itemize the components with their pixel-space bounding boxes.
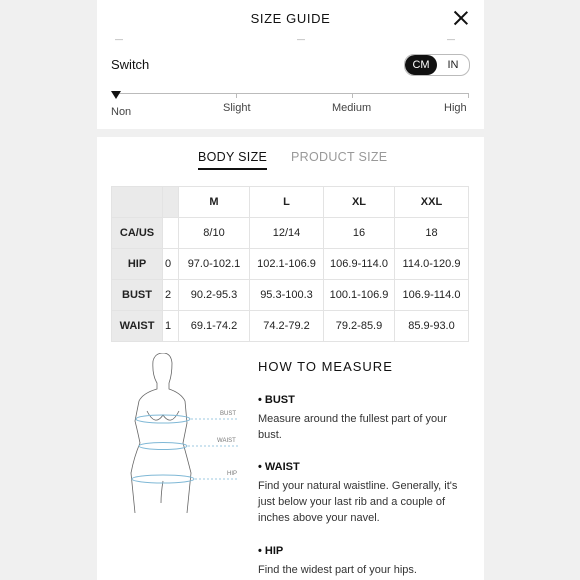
row-header: BUST <box>112 280 163 311</box>
table-row <box>112 280 469 311</box>
table-cell: 79.2-85.9 <box>324 311 395 342</box>
section-text: Find the widest part of your hips. <box>258 564 417 576</box>
table-row <box>112 218 469 249</box>
stretch-label-medium: Medium <box>332 102 372 114</box>
size-tabs <box>97 150 484 174</box>
stretch-label-non: Non <box>111 106 132 118</box>
table-cell: 100.1-106.9 <box>324 280 395 311</box>
unit-switch-row <box>97 48 484 84</box>
measure-section-waist <box>258 459 473 526</box>
size-guide-panel: SIZE GUIDE — — — Switch CM IN Non Slight Medium High BODY SIZE PRODUCT SIZE M L XL XXL CA/US 8/10 12/14 16 18 HIP 0 97.0-102.1 102.1-106.9 106.9-114.0 114.0-120.9 BUST 2 90.2-95.3 95.3-100.3 100.1-106.9 106.9-114.0 WAIST 1 69.1-74.2 74.2-79.2 79.2-85.9 85.9-93.0 BUST WAIST HIP HOW TO MEASURE • BUST Measure around the fullest part of your bust. • WAIST Find your natural waistline. Generally, it's just below your last rib and a couple of inches above your navel. • HIP Find the widest part of your hips. <box>97 0 484 580</box>
table-cell: 90.2-95.3 <box>179 280 250 311</box>
unit-option-cm[interactable]: CM <box>405 55 437 75</box>
waist-figure-label: WAIST <box>217 438 236 444</box>
table-row <box>112 311 469 342</box>
column-header: XL <box>324 187 395 218</box>
switch-label: Switch <box>111 57 150 72</box>
section-heading: • BUST <box>258 394 295 406</box>
table-cell: 16 <box>324 218 395 249</box>
table-header-row <box>112 187 469 218</box>
size-table <box>111 186 469 342</box>
row-header: CA/US <box>112 218 163 249</box>
hip-figure-label: HIP <box>227 471 238 477</box>
section-heading: • WAIST <box>258 461 300 473</box>
bust-measure-line <box>136 415 190 423</box>
measure-section-hip <box>258 543 473 578</box>
slider-tick <box>352 93 353 98</box>
column-header: XXL <box>395 187 469 218</box>
table-cell: 95.3-100.3 <box>250 280 324 311</box>
table-cell: 85.9-93.0 <box>395 311 469 342</box>
waist-measure-line <box>139 443 187 450</box>
table-cell: 102.1-106.9 <box>250 249 324 280</box>
table-cell: 74.2-79.2 <box>250 311 324 342</box>
slider-tick <box>236 93 237 98</box>
page-title: SIZE GUIDE <box>250 11 331 26</box>
table-cell: 18 <box>395 218 469 249</box>
partial-cell: 0 <box>163 249 179 280</box>
body-measurement-figure <box>111 353 243 533</box>
section-text: Measure around the fullest part of your bust. <box>258 413 447 441</box>
measure-section-bust <box>258 392 473 443</box>
table-cell: 106.9-114.0 <box>324 249 395 280</box>
close-icon[interactable] <box>451 8 471 28</box>
unit-toggle[interactable] <box>404 54 470 76</box>
section-divider <box>97 129 484 137</box>
tab-product-size[interactable]: PRODUCT SIZE <box>291 150 388 164</box>
table-cell: 12/14 <box>250 218 324 249</box>
partial-cell: 2 <box>163 280 179 311</box>
table-cell: 69.1-74.2 <box>179 311 250 342</box>
section-text: Find your natural waistline. Generally, it's just below your last rib and a couple of inches above your navel. <box>258 480 458 524</box>
stretch-label-slight: Slight <box>223 102 251 114</box>
partial-cell: 1 <box>163 311 179 342</box>
how-to-measure-title: HOW TO MEASURE <box>258 359 393 374</box>
table-cell: 97.0-102.1 <box>179 249 250 280</box>
slider-pointer-icon[interactable] <box>111 91 121 99</box>
slider-track <box>119 93 469 94</box>
table-cell: 114.0-120.9 <box>395 249 469 280</box>
unit-option-in[interactable]: IN <box>447 59 459 71</box>
stretch-slider[interactable] <box>97 90 484 122</box>
table-corner-cell <box>112 187 163 218</box>
bust-figure-label: BUST <box>220 411 237 417</box>
table-cell: 106.9-114.0 <box>395 280 469 311</box>
column-header: L <box>250 187 324 218</box>
row-header: HIP <box>112 249 163 280</box>
table-cell: 8/10 <box>179 218 250 249</box>
table-row <box>112 249 469 280</box>
tab-body-size[interactable]: BODY SIZE <box>198 150 267 170</box>
section-heading: • HIP <box>258 545 284 557</box>
row-header: WAIST <box>112 311 163 342</box>
partial-cell <box>163 218 179 249</box>
slider-tick <box>468 93 469 98</box>
table-stub-cell <box>163 187 179 218</box>
stretch-label-high: High <box>444 102 467 114</box>
column-header: M <box>179 187 250 218</box>
